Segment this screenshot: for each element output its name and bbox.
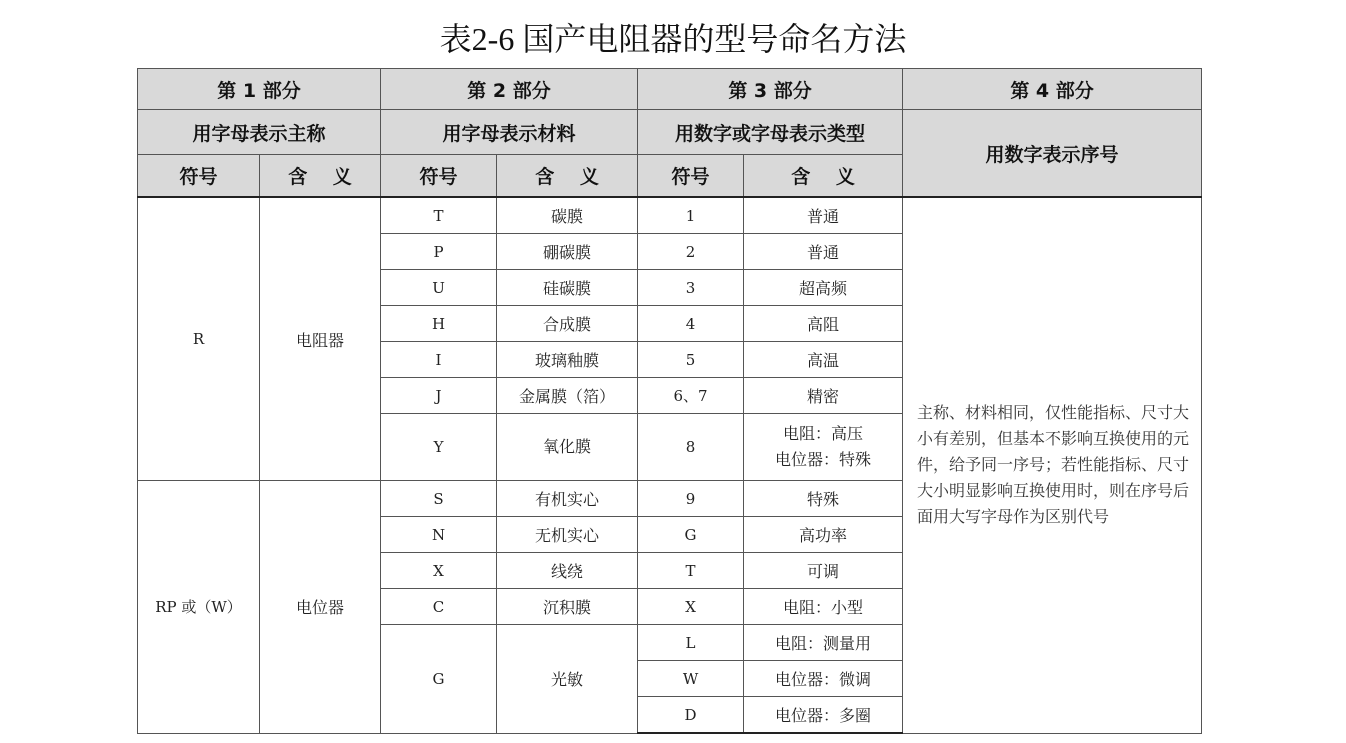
type-meaning: 高功率 <box>744 517 903 553</box>
type-meaning <box>744 414 903 481</box>
type-symbol: 5 <box>638 342 744 378</box>
type-symbol: G <box>638 517 744 553</box>
type-symbol: L <box>638 625 744 661</box>
type-symbol: X <box>638 589 744 625</box>
material-meaning: 光敏 <box>497 625 638 734</box>
table-title: 表2-6 国产电阻器的型号命名方法 <box>439 21 907 57</box>
type-meaning: 电阻：测量用 <box>744 625 903 661</box>
material-meaning: 金属膜（箔） <box>497 378 638 414</box>
type-symbol: 1 <box>638 197 744 234</box>
type-meaning-line: 电位器：特殊 <box>775 450 872 469</box>
type-symbol: 8 <box>638 414 744 481</box>
type-meaning-line: 电阻：高压 <box>783 424 864 443</box>
material-symbol: S <box>381 481 497 517</box>
material-meaning: 氧化膜 <box>497 414 638 481</box>
type-meaning: 精密 <box>744 378 903 414</box>
main-symbol-resistor: R <box>138 197 260 481</box>
header-part1-desc: 用字母表示主称 <box>138 110 381 155</box>
main-meaning-resistor: 电阻器 <box>260 197 381 481</box>
material-meaning: 合成膜 <box>497 306 638 342</box>
type-symbol: T <box>638 553 744 589</box>
material-meaning: 有机实心 <box>497 481 638 517</box>
material-meaning: 硅碳膜 <box>497 270 638 306</box>
material-symbol: G <box>381 625 497 734</box>
serial-number-note: 主称、材料相同，仅性能指标、尺寸大小有差别，但基本不影响互换使用的元件，给予同一序号；若性能指标、尺寸大小明显影响互换使用时，则在序号后面用大写字母作为区别代号 <box>903 197 1202 733</box>
header-part1: 第 1 部分 <box>138 69 381 110</box>
type-meaning: 高阻 <box>744 306 903 342</box>
type-symbol: 9 <box>638 481 744 517</box>
header-meaning-3: 含 义 <box>744 155 903 198</box>
header-part3-desc: 用数字或字母表示类型 <box>638 110 903 155</box>
material-symbol: H <box>381 306 497 342</box>
material-symbol: J <box>381 378 497 414</box>
header-part2-desc: 用字母表示材料 <box>381 110 638 155</box>
header-meaning-2: 含 义 <box>497 155 638 198</box>
resistor-model-naming-table <box>137 68 1202 734</box>
material-symbol: P <box>381 234 497 270</box>
material-symbol: C <box>381 589 497 625</box>
header-meaning-1: 含 义 <box>260 155 381 198</box>
type-symbol: 3 <box>638 270 744 306</box>
type-meaning: 电位器：多圈 <box>744 697 903 734</box>
header-part2: 第 2 部分 <box>381 69 638 110</box>
type-meaning: 电位器：微调 <box>744 661 903 697</box>
type-symbol: 2 <box>638 234 744 270</box>
type-meaning: 超高频 <box>744 270 903 306</box>
type-meaning: 电阻：小型 <box>744 589 903 625</box>
main-meaning-potentiometer: 电位器 <box>260 481 381 734</box>
header-part4-desc: 用数字表示序号 <box>903 110 1202 198</box>
material-symbol: I <box>381 342 497 378</box>
type-meaning: 高温 <box>744 342 903 378</box>
header-symbol-2: 符号 <box>381 155 497 198</box>
type-meaning: 可调 <box>744 553 903 589</box>
main-symbol-potentiometer: RP 或（W） <box>138 481 260 734</box>
material-symbol: U <box>381 270 497 306</box>
type-meaning: 普通 <box>744 234 903 270</box>
type-meaning: 普通 <box>744 197 903 234</box>
material-meaning: 硼碳膜 <box>497 234 638 270</box>
material-meaning: 沉积膜 <box>497 589 638 625</box>
material-symbol: T <box>381 197 497 234</box>
material-meaning: 碳膜 <box>497 197 638 234</box>
material-meaning: 无机实心 <box>497 517 638 553</box>
header-part4: 第 4 部分 <box>903 69 1202 110</box>
material-meaning: 玻璃釉膜 <box>497 342 638 378</box>
type-meaning: 特殊 <box>744 481 903 517</box>
header-symbol-1: 符号 <box>138 155 260 198</box>
material-meaning: 线绕 <box>497 553 638 589</box>
type-symbol: 4 <box>638 306 744 342</box>
type-symbol: D <box>638 697 744 734</box>
header-symbol-3: 符号 <box>638 155 744 198</box>
header-part3: 第 3 部分 <box>638 69 903 110</box>
type-symbol: W <box>638 661 744 697</box>
material-symbol: Y <box>381 414 497 481</box>
type-symbol: 6、7 <box>638 378 744 414</box>
material-symbol: X <box>381 553 497 589</box>
material-symbol: N <box>381 517 497 553</box>
